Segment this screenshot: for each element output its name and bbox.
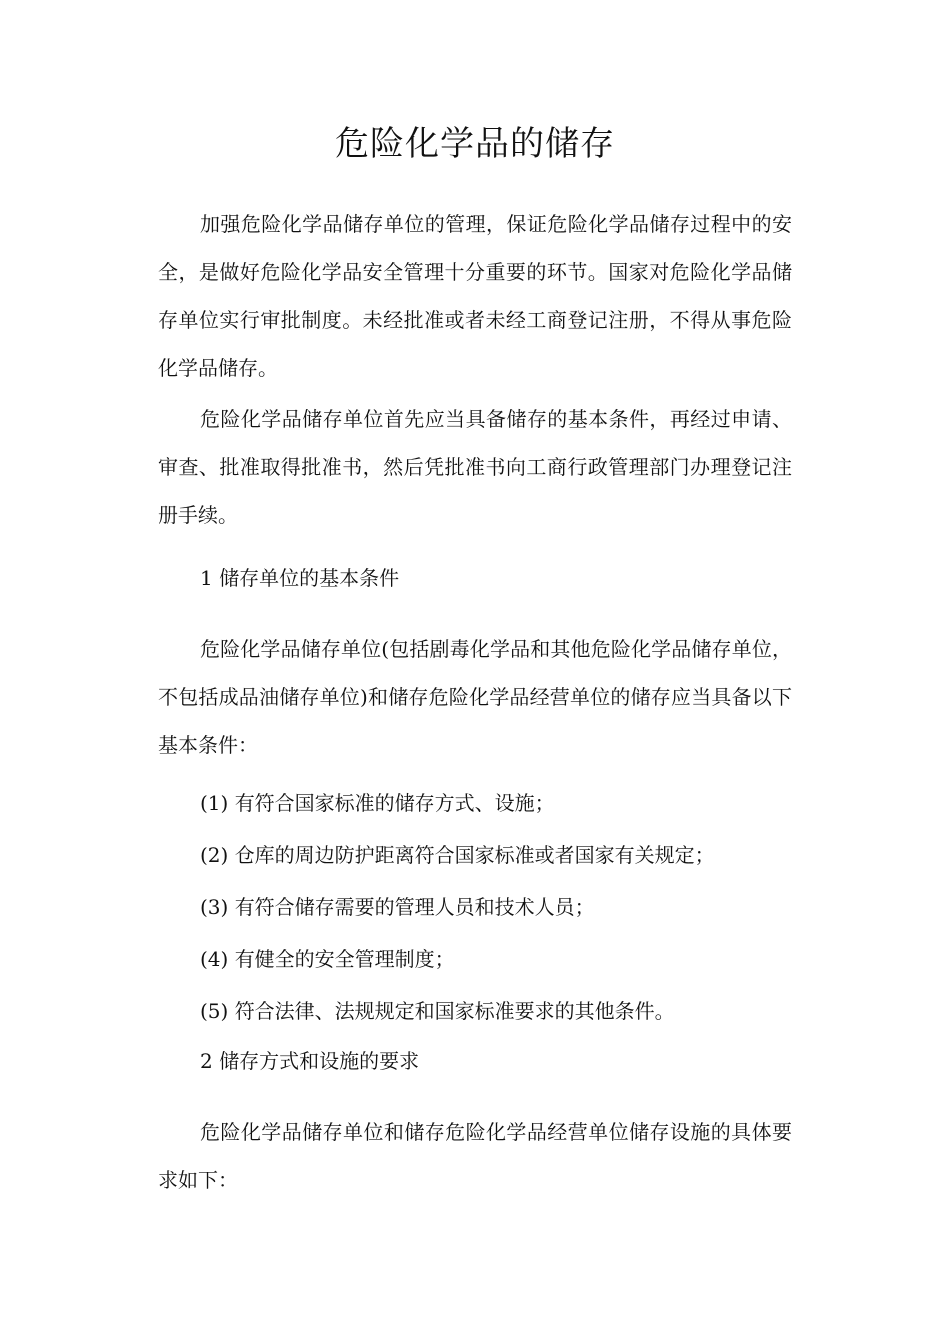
list-item: (4) 有健全的安全管理制度；	[200, 947, 455, 971]
paragraph-conditions-intro: 危险化学品储存单位(包括剧毒化学品和其他危险化学品储存单位，不包括成品油储存单位)和储存危险化学品经营单位的储存应当具备以下基本条件：	[158, 637, 792, 757]
document-title: 危险化学品的储存	[335, 124, 615, 164]
section-heading-basic-conditions: 1 储存单位的基本条件	[200, 566, 400, 590]
paragraph-facility-requirements: 危险化学品储存单位和储存危险化学品经营单位储存设施的具体要求如下：	[158, 1120, 792, 1192]
list-item: (3) 有符合储存需要的管理人员和技术人员；	[200, 895, 595, 919]
paragraph-intro: 加强危险化学品储存单位的管理，保证危险化学品储存过程中的安全，是做好危险化学品安全管理十分重要的环节。国家对危险化学品储存单位实行审批制度。未经批准或者未经工商登记注册，不得从事危险化学品储存。	[158, 212, 792, 380]
paragraph-approval: 危险化学品储存单位首先应当具备储存的基本条件，再经过申请、审查、批准取得批准书，然后凭批准书向工商行政管理部门办理登记注册手续。	[158, 407, 792, 527]
section-heading-storage-requirements: 2 储存方式和设施的要求	[200, 1049, 420, 1073]
list-item: (5) 符合法律、法规规定和国家标准要求的其他条件。	[200, 999, 675, 1023]
list-item: (2) 仓库的周边防护距离符合国家标准或者国家有关规定；	[200, 843, 715, 867]
list-item: (1) 有符合国家标准的储存方式、设施；	[200, 791, 555, 815]
